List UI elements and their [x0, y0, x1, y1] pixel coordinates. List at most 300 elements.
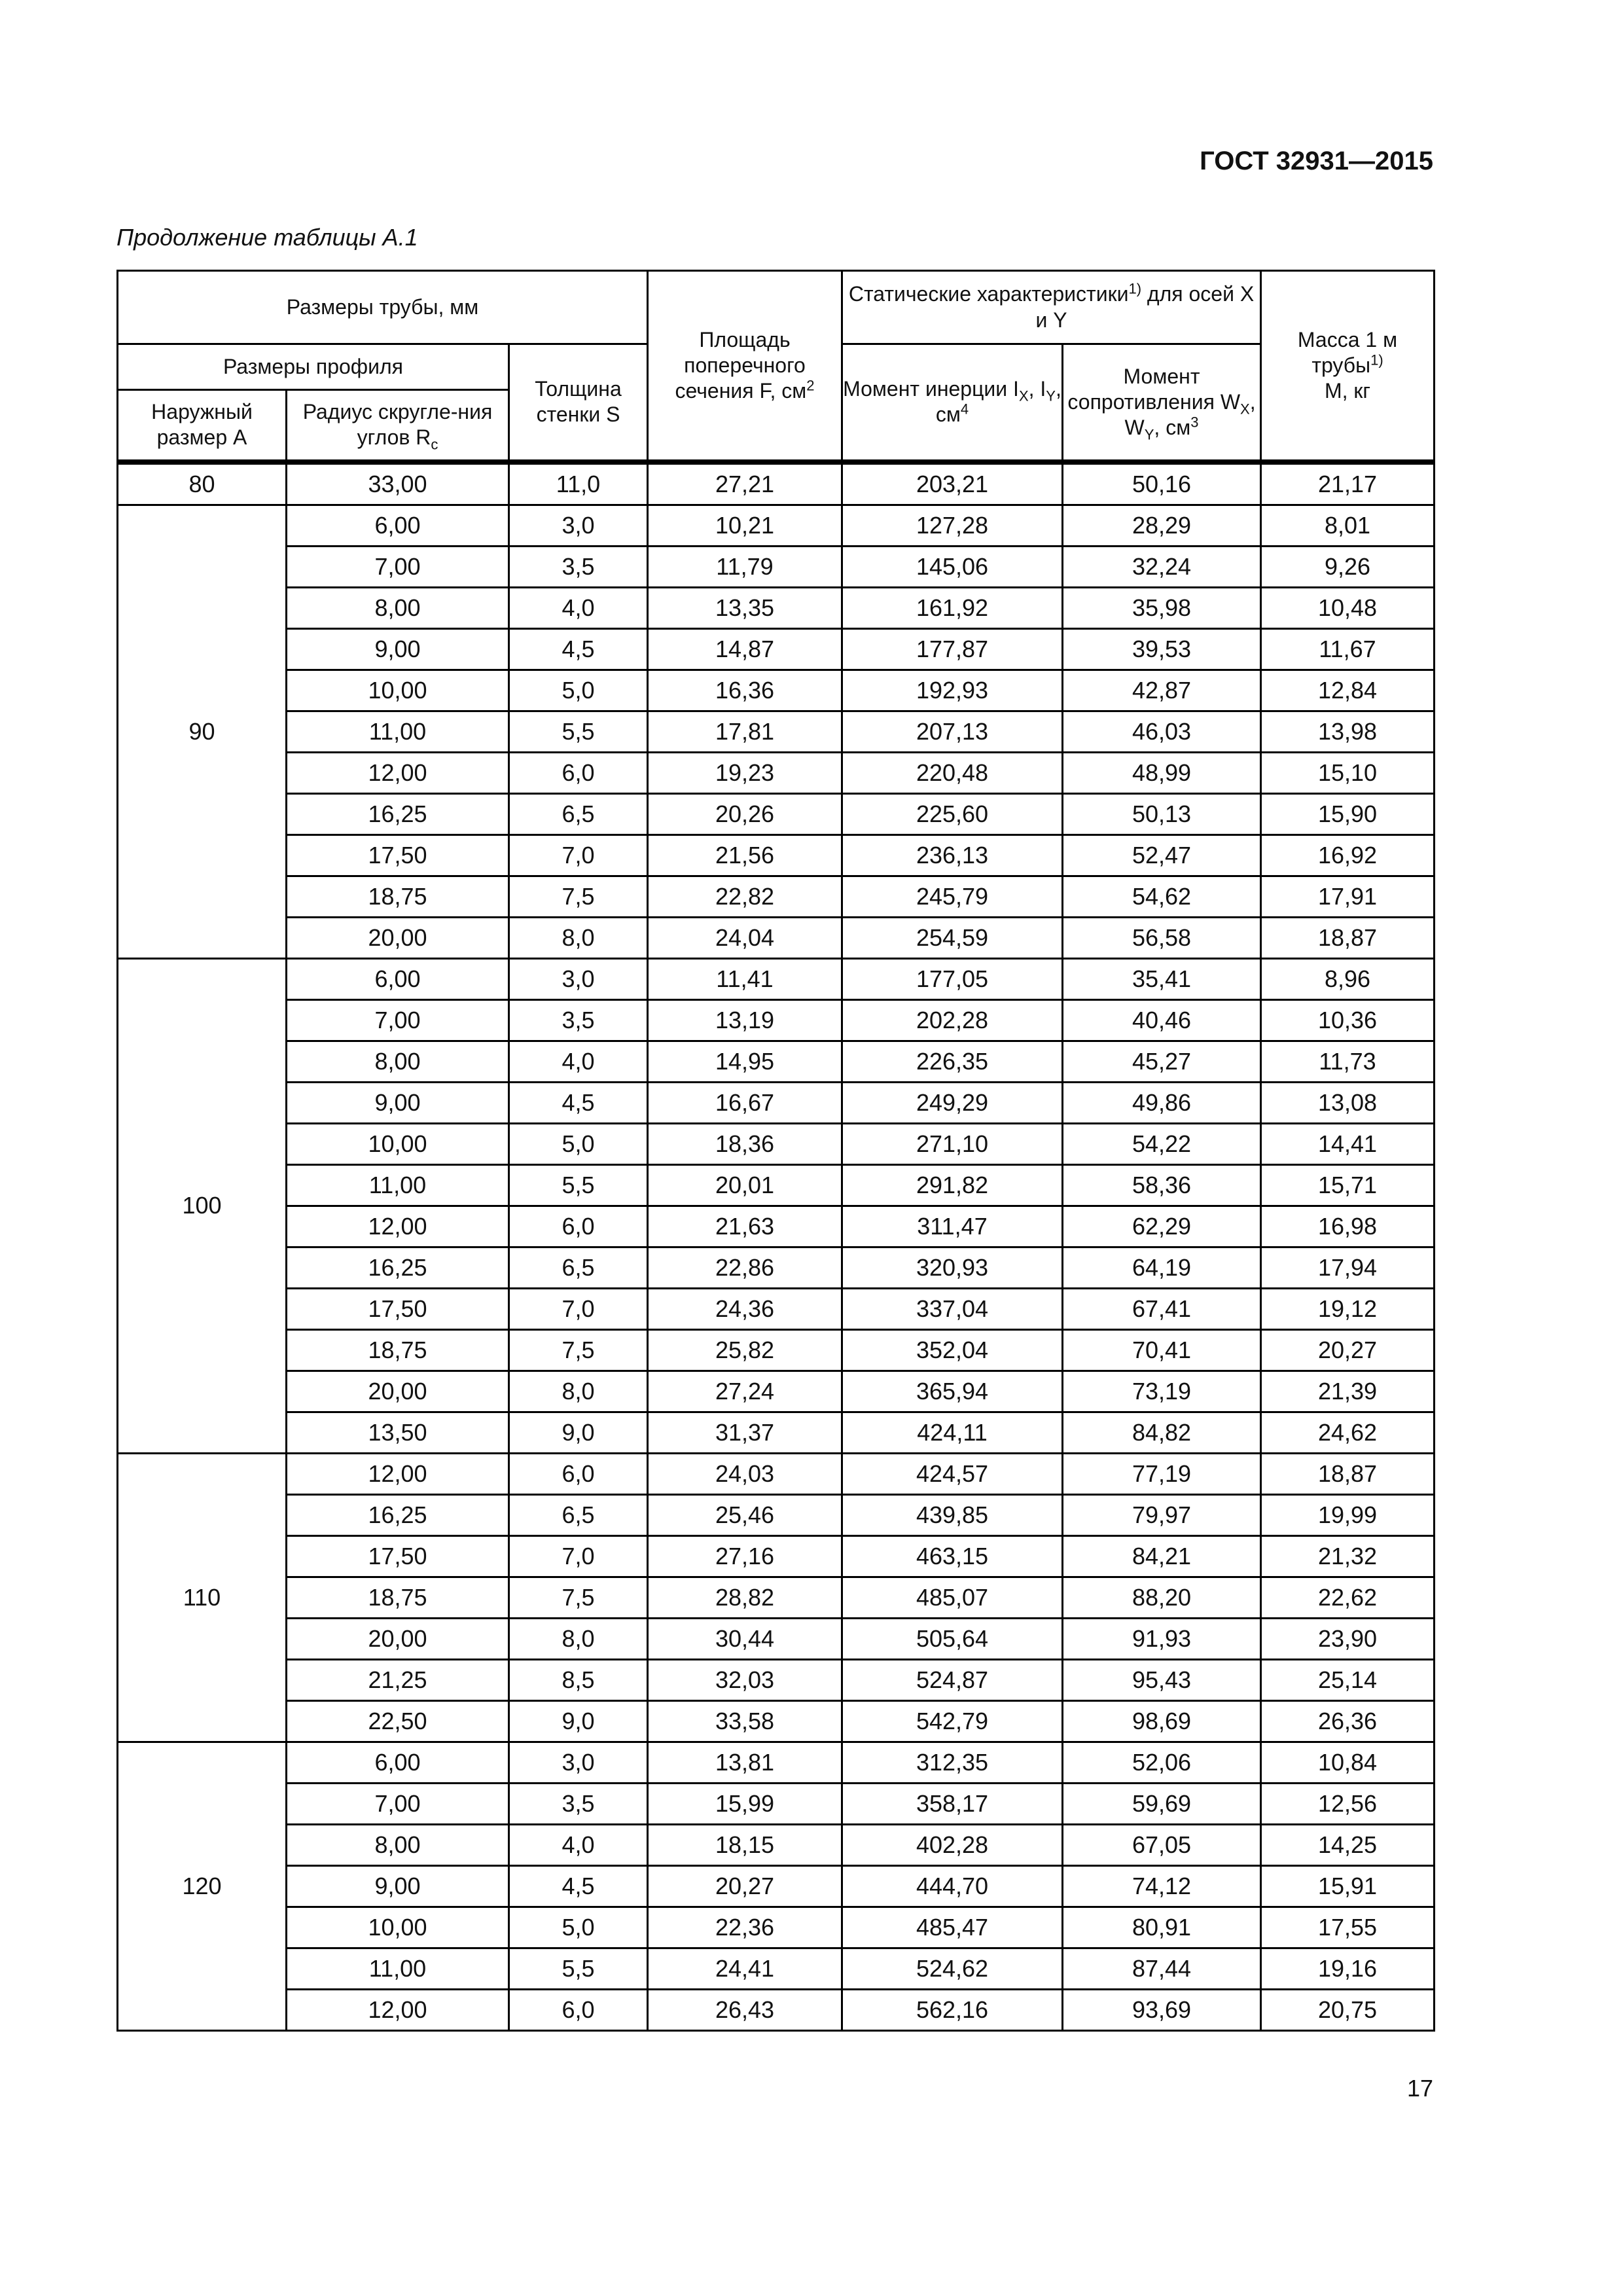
inertia-cell: 220,48: [842, 752, 1063, 793]
wall-cell: 4,0: [509, 1041, 648, 1082]
modulus-cell: 87,44: [1063, 1948, 1261, 1989]
header-inertia-tail: , см: [935, 377, 1061, 427]
table-row: [118, 505, 1435, 546]
inertia-cell: 562,16: [842, 1989, 1063, 2030]
mass-cell: 17,91: [1261, 876, 1435, 917]
area-cell: 27,21: [648, 462, 842, 505]
table-row: [118, 1659, 1435, 1700]
wall-cell: 3,5: [509, 999, 648, 1041]
modulus-cell: 45,27: [1063, 1041, 1261, 1082]
mass-cell: 20,75: [1261, 1989, 1435, 2030]
modulus-cell: 84,21: [1063, 1535, 1261, 1577]
outer-size-cell: 120: [118, 1742, 287, 2030]
header-outer-size: Наружный размер А: [118, 390, 287, 462]
header-static-tail: для осей X и Y: [1035, 282, 1255, 332]
table-row: [118, 1247, 1435, 1288]
inertia-cell: 402,28: [842, 1824, 1063, 1865]
table-row: [118, 1041, 1435, 1082]
area-cell: 33,58: [648, 1700, 842, 1742]
radius-cell: 7,00: [287, 1783, 509, 1824]
table-row: [118, 1618, 1435, 1659]
area-cell: 13,35: [648, 587, 842, 628]
table-row: [118, 1164, 1435, 1206]
radius-cell: 6,00: [287, 958, 509, 999]
table-row: [118, 1371, 1435, 1412]
wall-cell: 4,5: [509, 1865, 648, 1907]
modulus-cell: 67,41: [1063, 1288, 1261, 1329]
modulus-cell: 52,06: [1063, 1742, 1261, 1783]
area-cell: 15,99: [648, 1783, 842, 1824]
wall-cell: 6,0: [509, 1206, 648, 1247]
wall-cell: 5,5: [509, 1948, 648, 1989]
radius-cell: 18,75: [287, 1329, 509, 1371]
radius-cell: 12,00: [287, 1989, 509, 2030]
modulus-cell: 35,98: [1063, 587, 1261, 628]
wall-cell: 6,5: [509, 1247, 648, 1288]
radius-cell: 8,00: [287, 1824, 509, 1865]
area-cell: 21,63: [648, 1206, 842, 1247]
table-caption: Продолжение таблицы А.1: [116, 224, 418, 251]
wall-cell: 9,0: [509, 1700, 648, 1742]
modulus-cell: 95,43: [1063, 1659, 1261, 1700]
modulus-cell: 39,53: [1063, 628, 1261, 670]
outer-size-cell: 110: [118, 1453, 287, 1742]
wall-cell: 7,0: [509, 1535, 648, 1577]
wall-cell: 3,5: [509, 546, 648, 587]
header-area-sup: 2: [806, 377, 815, 394]
area-cell: 14,95: [648, 1041, 842, 1082]
wall-cell: 8,5: [509, 1659, 648, 1700]
area-cell: 25,46: [648, 1494, 842, 1535]
area-cell: 31,37: [648, 1412, 842, 1453]
inertia-cell: 439,85: [842, 1494, 1063, 1535]
wall-cell: 5,5: [509, 1164, 648, 1206]
inertia-cell: 358,17: [842, 1783, 1063, 1824]
mass-cell: 21,32: [1261, 1535, 1435, 1577]
inertia-cell: 177,05: [842, 958, 1063, 999]
inertia-cell: 312,35: [842, 1742, 1063, 1783]
wall-cell: 9,0: [509, 1412, 648, 1453]
radius-cell: 9,00: [287, 1082, 509, 1123]
mass-cell: 10,84: [1261, 1742, 1435, 1783]
mass-cell: 19,16: [1261, 1948, 1435, 1989]
mass-cell: 15,91: [1261, 1865, 1435, 1907]
modulus-cell: 42,87: [1063, 670, 1261, 711]
table-row: [118, 1948, 1435, 1989]
radius-cell: 10,00: [287, 1123, 509, 1164]
header-modulus-sup: 3: [1190, 414, 1199, 431]
modulus-cell: 74,12: [1063, 1865, 1261, 1907]
table-row: [118, 999, 1435, 1041]
mass-cell: 15,71: [1261, 1164, 1435, 1206]
area-cell: 19,23: [648, 752, 842, 793]
header-radius-sub: с: [431, 436, 438, 453]
outer-size-cell: 100: [118, 958, 287, 1453]
radius-cell: 20,00: [287, 917, 509, 958]
table-row: [118, 1206, 1435, 1247]
area-cell: 21,56: [648, 834, 842, 876]
mass-cell: 13,98: [1261, 711, 1435, 752]
modulus-cell: 35,41: [1063, 958, 1261, 999]
wall-cell: 8,0: [509, 1618, 648, 1659]
inertia-cell: 542,79: [842, 1700, 1063, 1742]
table-row: [118, 711, 1435, 752]
wall-cell: 7,5: [509, 1577, 648, 1618]
inertia-cell: 192,93: [842, 670, 1063, 711]
mass-cell: 23,90: [1261, 1618, 1435, 1659]
inertia-cell: 365,94: [842, 1371, 1063, 1412]
radius-cell: 17,50: [287, 1535, 509, 1577]
inertia-cell: 207,13: [842, 711, 1063, 752]
header-inertia-sup: 4: [960, 401, 969, 418]
table-row: [118, 628, 1435, 670]
inertia-cell: 226,35: [842, 1041, 1063, 1082]
mass-cell: 16,98: [1261, 1206, 1435, 1247]
radius-cell: 11,00: [287, 1164, 509, 1206]
wall-cell: 8,0: [509, 1371, 648, 1412]
wall-cell: 4,5: [509, 1082, 648, 1123]
table-row: [118, 546, 1435, 587]
radius-cell: 9,00: [287, 1865, 509, 1907]
mass-cell: 9,26: [1261, 546, 1435, 587]
area-cell: 16,36: [648, 670, 842, 711]
area-cell: 20,01: [648, 1164, 842, 1206]
wall-cell: 7,0: [509, 834, 648, 876]
radius-cell: 17,50: [287, 834, 509, 876]
modulus-cell: 73,19: [1063, 1371, 1261, 1412]
mass-cell: 18,87: [1261, 1453, 1435, 1494]
radius-cell: 16,25: [287, 793, 509, 834]
radius-cell: 13,50: [287, 1412, 509, 1453]
modulus-cell: 48,99: [1063, 752, 1261, 793]
radius-cell: 16,25: [287, 1247, 509, 1288]
modulus-cell: 46,03: [1063, 711, 1261, 752]
modulus-cell: 88,20: [1063, 1577, 1261, 1618]
radius-cell: 21,25: [287, 1659, 509, 1700]
area-cell: 13,19: [648, 999, 842, 1041]
radius-cell: 12,00: [287, 1453, 509, 1494]
area-cell: 22,36: [648, 1907, 842, 1948]
header-section-area: [648, 271, 842, 462]
table-row: [118, 752, 1435, 793]
radius-cell: 10,00: [287, 670, 509, 711]
inertia-cell: 236,13: [842, 834, 1063, 876]
outer-size-cell: 90: [118, 505, 287, 958]
inertia-cell: 320,93: [842, 1247, 1063, 1288]
table-body: [118, 462, 1435, 2031]
wall-cell: 6,5: [509, 1494, 648, 1535]
modulus-cell: 32,24: [1063, 546, 1261, 587]
table-row: [118, 1453, 1435, 1494]
table-row: [118, 958, 1435, 999]
modulus-cell: 93,69: [1063, 1989, 1261, 2030]
table-row: [118, 1700, 1435, 1742]
area-cell: 16,67: [648, 1082, 842, 1123]
header-modulus-sub-x: X: [1240, 401, 1250, 418]
radius-cell: 18,75: [287, 876, 509, 917]
area-cell: 14,87: [648, 628, 842, 670]
wall-cell: 6,0: [509, 1989, 648, 2030]
wall-cell: 5,0: [509, 1123, 648, 1164]
header-mass-tail: М, кг: [1324, 378, 1371, 403]
header-inertia-mid: , I: [1028, 377, 1046, 401]
mass-cell: 17,94: [1261, 1247, 1435, 1288]
modulus-cell: 77,19: [1063, 1453, 1261, 1494]
mass-cell: 13,08: [1261, 1082, 1435, 1123]
area-cell: 11,41: [648, 958, 842, 999]
table-row: [118, 1412, 1435, 1453]
mass-cell: 18,87: [1261, 917, 1435, 958]
mass-cell: 22,62: [1261, 1577, 1435, 1618]
area-cell: 10,21: [648, 505, 842, 546]
area-cell: 27,16: [648, 1535, 842, 1577]
radius-cell: 8,00: [287, 587, 509, 628]
inertia-cell: 424,57: [842, 1453, 1063, 1494]
mass-cell: 17,55: [1261, 1907, 1435, 1948]
page-number: 17: [1406, 2075, 1433, 2102]
header-modulus-sub-y: Y: [1144, 426, 1154, 443]
mass-cell: 12,56: [1261, 1783, 1435, 1824]
header-inertia-text: Момент инерции I: [843, 377, 1019, 401]
wall-cell: 6,0: [509, 752, 648, 793]
table-row: [118, 876, 1435, 917]
mass-cell: 14,41: [1261, 1123, 1435, 1164]
wall-cell: 7,0: [509, 1288, 648, 1329]
mass-cell: 19,99: [1261, 1494, 1435, 1535]
modulus-cell: 98,69: [1063, 1700, 1261, 1742]
header-area-text: Площадь поперечного сечения F, см: [675, 327, 807, 403]
table-row: [118, 1577, 1435, 1618]
radius-cell: 8,00: [287, 1041, 509, 1082]
wall-cell: 3,0: [509, 958, 648, 999]
area-cell: 24,41: [648, 1948, 842, 1989]
area-cell: 20,26: [648, 793, 842, 834]
table-row: [118, 1329, 1435, 1371]
area-cell: 30,44: [648, 1618, 842, 1659]
radius-cell: 16,25: [287, 1494, 509, 1535]
mass-cell: 15,10: [1261, 752, 1435, 793]
mass-cell: 8,01: [1261, 505, 1435, 546]
table-row: [118, 1288, 1435, 1329]
inertia-cell: 254,59: [842, 917, 1063, 958]
header-modulus-text: Момент сопротивления W: [1067, 364, 1241, 414]
wall-cell: 4,0: [509, 1824, 648, 1865]
header-section-modulus: [1063, 344, 1261, 462]
radius-cell: 7,00: [287, 546, 509, 587]
mass-cell: 19,12: [1261, 1288, 1435, 1329]
table-row: [118, 1535, 1435, 1577]
wall-cell: 6,5: [509, 793, 648, 834]
table-row: [118, 1865, 1435, 1907]
area-cell: 22,82: [648, 876, 842, 917]
table-row: [118, 917, 1435, 958]
table-row: [118, 670, 1435, 711]
inertia-cell: 352,04: [842, 1329, 1063, 1371]
area-cell: 27,24: [648, 1371, 842, 1412]
inertia-cell: 485,47: [842, 1907, 1063, 1948]
header-pipe-sizes: Размеры трубы, мм: [118, 271, 648, 344]
inertia-cell: 485,07: [842, 1577, 1063, 1618]
wall-cell: 3,0: [509, 505, 648, 546]
table-row: [118, 1123, 1435, 1164]
header-inertia-sub-y: Y: [1046, 387, 1056, 404]
area-cell: 28,82: [648, 1577, 842, 1618]
table-row: [118, 793, 1435, 834]
modulus-cell: 91,93: [1063, 1618, 1261, 1659]
mass-cell: 26,36: [1261, 1700, 1435, 1742]
inertia-cell: 271,10: [842, 1123, 1063, 1164]
header-static-characteristics: [842, 271, 1261, 344]
inertia-cell: 524,87: [842, 1659, 1063, 1700]
inertia-cell: 505,64: [842, 1618, 1063, 1659]
radius-cell: 9,00: [287, 628, 509, 670]
area-cell: 22,86: [648, 1247, 842, 1288]
header-corner-radius: [287, 390, 509, 462]
area-cell: 18,15: [648, 1824, 842, 1865]
inertia-cell: 127,28: [842, 505, 1063, 546]
inertia-cell: 145,06: [842, 546, 1063, 587]
wall-cell: 11,0: [509, 462, 648, 505]
inertia-cell: 225,60: [842, 793, 1063, 834]
area-cell: 18,36: [648, 1123, 842, 1164]
header-profile-sizes: Размеры профиля: [118, 344, 509, 390]
wall-cell: 6,0: [509, 1453, 648, 1494]
modulus-cell: 50,16: [1063, 462, 1261, 505]
modulus-cell: 67,05: [1063, 1824, 1261, 1865]
mass-cell: 11,67: [1261, 628, 1435, 670]
radius-cell: 33,00: [287, 462, 509, 505]
modulus-cell: 52,47: [1063, 834, 1261, 876]
mass-cell: 16,92: [1261, 834, 1435, 876]
inertia-cell: 161,92: [842, 587, 1063, 628]
header-static-text: Статические характеристики: [848, 282, 1129, 306]
table-row: [118, 587, 1435, 628]
table-row: [118, 834, 1435, 876]
modulus-cell: 80,91: [1063, 1907, 1261, 1948]
radius-cell: 6,00: [287, 1742, 509, 1783]
radius-cell: 6,00: [287, 505, 509, 546]
inertia-cell: 444,70: [842, 1865, 1063, 1907]
wall-cell: 5,0: [509, 1907, 648, 1948]
pipe-dimensions-table: [116, 270, 1435, 2032]
table-row: [118, 1742, 1435, 1783]
header-wall-thickness: Толщина стенки S: [509, 344, 648, 462]
header-static-sup: 1): [1128, 280, 1142, 297]
table-row: [118, 1907, 1435, 1948]
area-cell: 13,81: [648, 1742, 842, 1783]
modulus-cell: 58,36: [1063, 1164, 1261, 1206]
table-row: [118, 1082, 1435, 1123]
area-cell: 24,03: [648, 1453, 842, 1494]
header-inertia-sub-x: X: [1018, 387, 1029, 404]
wall-cell: 4,5: [509, 628, 648, 670]
wall-cell: 4,0: [509, 587, 648, 628]
header-moment-of-inertia: [842, 344, 1063, 462]
mass-cell: 21,39: [1261, 1371, 1435, 1412]
mass-cell: 8,96: [1261, 958, 1435, 999]
mass-cell: 25,14: [1261, 1659, 1435, 1700]
mass-cell: 20,27: [1261, 1329, 1435, 1371]
area-cell: 32,03: [648, 1659, 842, 1700]
radius-cell: 12,00: [287, 752, 509, 793]
inertia-cell: 311,47: [842, 1206, 1063, 1247]
mass-cell: 11,73: [1261, 1041, 1435, 1082]
header-modulus-tail: , см: [1154, 415, 1191, 439]
area-cell: 20,27: [648, 1865, 842, 1907]
modulus-cell: 50,13: [1063, 793, 1261, 834]
mass-cell: 15,90: [1261, 793, 1435, 834]
modulus-cell: 56,58: [1063, 917, 1261, 958]
modulus-cell: 70,41: [1063, 1329, 1261, 1371]
table-row: [118, 1494, 1435, 1535]
inertia-cell: 203,21: [842, 462, 1063, 505]
modulus-cell: 62,29: [1063, 1206, 1261, 1247]
header-mass-text: Масса 1 м трубы: [1297, 327, 1398, 377]
wall-cell: 5,0: [509, 670, 648, 711]
outer-size-cell: 80: [118, 462, 287, 505]
radius-cell: 12,00: [287, 1206, 509, 1247]
radius-cell: 18,75: [287, 1577, 509, 1618]
wall-cell: 5,5: [509, 711, 648, 752]
modulus-cell: 84,82: [1063, 1412, 1261, 1453]
table-row: [118, 1824, 1435, 1865]
table-row: [118, 1989, 1435, 2030]
header-radius-text: Радиус скругле-ния углов R: [302, 400, 493, 450]
radius-cell: 11,00: [287, 711, 509, 752]
wall-cell: 8,0: [509, 917, 648, 958]
table-row: [118, 1783, 1435, 1824]
inertia-cell: 202,28: [842, 999, 1063, 1041]
area-cell: 24,04: [648, 917, 842, 958]
mass-cell: 14,25: [1261, 1824, 1435, 1865]
header-modulus-mid: , W: [1124, 389, 1256, 439]
inertia-cell: 424,11: [842, 1412, 1063, 1453]
radius-cell: 20,00: [287, 1371, 509, 1412]
modulus-cell: 64,19: [1063, 1247, 1261, 1288]
inertia-cell: 291,82: [842, 1164, 1063, 1206]
modulus-cell: 59,69: [1063, 1783, 1261, 1824]
area-cell: 25,82: [648, 1329, 842, 1371]
radius-cell: 17,50: [287, 1288, 509, 1329]
modulus-cell: 49,86: [1063, 1082, 1261, 1123]
radius-cell: 22,50: [287, 1700, 509, 1742]
mass-cell: 21,17: [1261, 462, 1435, 505]
wall-cell: 7,5: [509, 876, 648, 917]
radius-cell: 10,00: [287, 1907, 509, 1948]
area-cell: 24,36: [648, 1288, 842, 1329]
mass-cell: 10,36: [1261, 999, 1435, 1041]
table-header: [118, 271, 1435, 462]
area-cell: 11,79: [648, 546, 842, 587]
modulus-cell: 54,62: [1063, 876, 1261, 917]
modulus-cell: 28,29: [1063, 505, 1261, 546]
area-cell: 26,43: [648, 1989, 842, 2030]
wall-cell: 7,5: [509, 1329, 648, 1371]
mass-cell: 10,48: [1261, 587, 1435, 628]
radius-cell: 7,00: [287, 999, 509, 1041]
header-mass: [1261, 271, 1435, 462]
inertia-cell: 245,79: [842, 876, 1063, 917]
radius-cell: 11,00: [287, 1948, 509, 1989]
wall-cell: 3,0: [509, 1742, 648, 1783]
mass-cell: 12,84: [1261, 670, 1435, 711]
inertia-cell: 249,29: [842, 1082, 1063, 1123]
table-row: [118, 462, 1435, 505]
modulus-cell: 40,46: [1063, 999, 1261, 1041]
mass-cell: 24,62: [1261, 1412, 1435, 1453]
modulus-cell: 79,97: [1063, 1494, 1261, 1535]
radius-cell: 20,00: [287, 1618, 509, 1659]
